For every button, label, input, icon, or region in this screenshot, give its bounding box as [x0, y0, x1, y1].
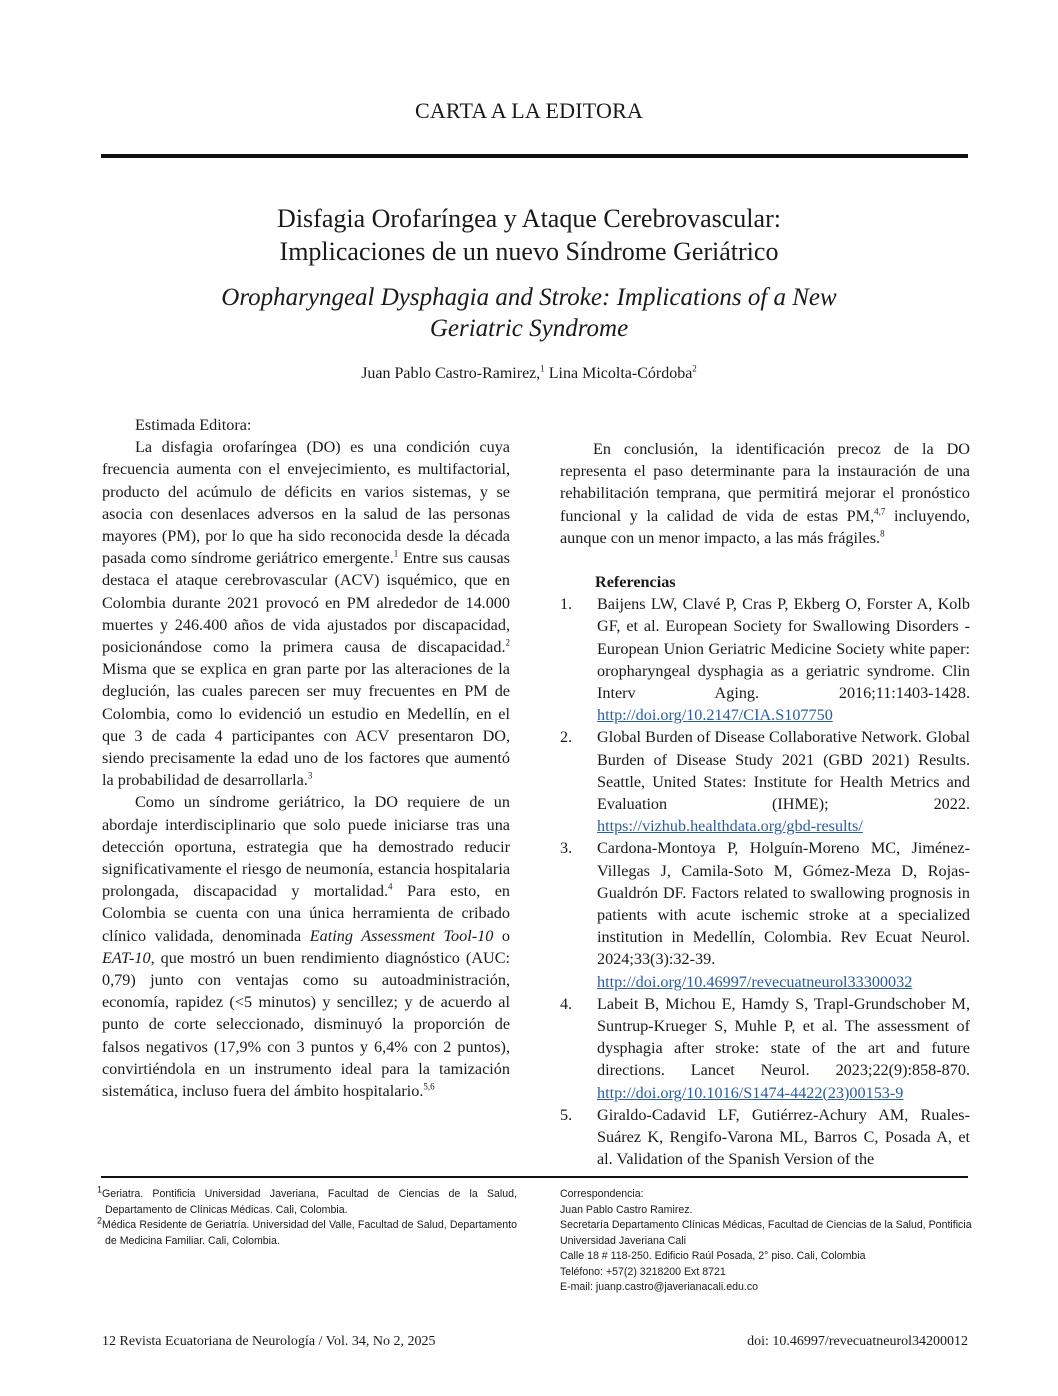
- reference-text: Giraldo-Cadavid LF, Gutiérrez-Achury AM, Ruales-Suárez K, Rengifo-Varona ML, Barros C, Posada A, et al. Validation of the Spanish Version of the: [597, 1105, 970, 1169]
- reference-url-link[interactable]: https://vizhub.healthdata.org/gbd-results/: [597, 817, 863, 836]
- body-column-right: [560, 438, 970, 1171]
- body-paragraph: Como un síndrome geriátrico, la DO requiere de un abordaje interdisciplinario que solo puede iniciarse tras una detección oportuna, estrategia que ha demostrado reducir significativamente el riesgo de neumonía, estancia hospitalaria prolongada, discapacidad y mortalidad.$^4$ Para esto, en Colombia se cuenta con una única herramienta de cribado clínico validada, denominada Eating Assessment Tool-10 o EAT-10, que mostró un buen rendimiento diagnóstico (AUC: 0,79) junto con ventajas como su autoadministración, economía, rapidez (<5 minutos) y sencillez; y de acuerdo al punto de corte seleccionado, disminuyó la proporción de falsos negativos (17,9% con 3 puntos y 6,4% con 2 puntos), convirtiéndola en un instrumento ideal para la tamización sistemática, incluso fuera del ámbito hospitalario.$^{5,6}$: [102, 793, 510, 1101]
- correspondence-address: Secretaría Departamento Clínicas Médicas, Facultad de Ciencias de la Salud, Pontificia Universidad Javeriana Cali: [560, 1219, 972, 1247]
- body-paragraph: La disfagia orofaríngea (DO) es una condición cuya frecuencia aumenta con el envejecimiento, es multifactorial, producto del acúmulo de déficits en varios sistemas, y se asocia con desenlaces adversos en la salud de las personas mayores (PM), por lo que ha sido reconocida desde la década pasada como síndrome geriátrico emergente.$^1$ Entre sus causas destaca el ataque cerebrovascular (ACV) isquémico, que en Colombia durante 2021 provocó en PM alrededor de 14.000 muertes y 246.400 años de vida ajustados por discapacidad, posicionándose como la primera causa de discapacidad.$^2$ Misma que se explica en gran parte por las alteraciones de la deglución, las cuales parecen ser muy frecuentes en PM de Colombia, como lo evidenció un estudio en Medellín, en el que 3 de cada 4 participantes con ACV presentaron DO, siendo precisamente la edad uno de los factores que aumentó la probabilidad de desarrollarla.$^3$: [102, 438, 510, 790]
- reference-number: 1.: [560, 595, 573, 614]
- citation-marker: 8: [880, 528, 885, 539]
- reference-text: Baijens LW, Clavé P, Cras P, Ekberg O, Forster A, Kolb GF, et al. European Society for Swallowing Disorders - European Union Geriatric Medicine Society white paper: oropharyngeal dysphagia as a geriatric syndrome. Clin Interv Aging. 2016;11:1403-1428.: [597, 595, 970, 703]
- title-es-line-2: Implicaciones de un nuevo Síndrome Geriátrico: [279, 237, 779, 266]
- tool-name-emphasis: Eating Assessment Tool-10: [309, 926, 494, 945]
- correspondence-block: [560, 1187, 972, 1296]
- title-en-line-2: Geriatric Syndrome: [429, 315, 629, 342]
- reference-doi-link[interactable]: http://doi.org/10.2147/CIA.S107750: [597, 706, 833, 725]
- correspondence-name: Juan Pablo Castro Ramirez.: [560, 1203, 693, 1216]
- title-en-line-1: Oropharyngeal Dysphagia and Stroke: Implications of a New: [221, 284, 837, 311]
- citation-marker: 3: [307, 770, 313, 781]
- reference-text: Labeit B, Michou E, Hamdy S, Trapl-Grundschober M, Suntrup-Krueger S, Muhle P, et al. The assessment of dysphagia after stroke: state of the art and future directions. Lancet Neurol. 2023;22(9):858-870.: [597, 994, 970, 1080]
- reference-text: Cardona-Montoya P, Holguín-Moreno MC, Jiménez-Villegas J, Camila-Soto M, Gómez-Meza D, Rojas-Gualdrón DF. Factors related to swallowing prognosis in patients with acute ischemic stroke at a specialized institution in Medellín, Colombia. Rev Ecuat Neurol. 2024;33(3):32-39.: [597, 839, 970, 969]
- reference-number: 2.: [560, 728, 573, 747]
- article-doi: doi: 10.46997/revecuatneurol34200012: [747, 1334, 968, 1349]
- reference-item: [560, 993, 970, 1104]
- citation-marker: 4: [388, 881, 393, 892]
- reference-item: [560, 593, 970, 726]
- author-affiliation-marker: 2: [692, 363, 697, 374]
- author-name: Juan Pablo Castro-Ramirez,: [361, 365, 541, 382]
- journal-citation: 12 Revista Ecuatoriana de Neurología / Vol. 34, No 2, 2025: [102, 1334, 436, 1349]
- reference-item: [560, 726, 970, 837]
- references-heading: Referencias: [595, 573, 676, 592]
- reference-item: [560, 837, 970, 992]
- affiliation-footnotes: [97, 1184, 517, 1249]
- correspondence-email: E-mail: juanp.castro@javerianacali.edu.co: [560, 1281, 759, 1293]
- citation-marker: 1: [393, 548, 399, 559]
- footnote-divider: [101, 1176, 968, 1178]
- reference-doi-link[interactable]: http://doi.org/10.46997/revecuatneurol33300032: [597, 972, 913, 991]
- article-title-en: [0, 282, 1058, 344]
- title-es-line-1: Disfagia Orofaríngea y Ataque Cerebrovascular:: [277, 204, 781, 233]
- citation-marker: 5,6: [423, 1081, 435, 1092]
- reference-number: 4.: [560, 994, 573, 1013]
- correspondence-label: Correspondencia:: [560, 1188, 644, 1200]
- salutation: Estimada Editora:: [135, 416, 252, 434]
- reference-number: 3.: [560, 839, 573, 858]
- citation-marker: 4,7: [874, 506, 886, 517]
- body-column-left: [102, 414, 510, 1102]
- reference-text: Global Burden of Disease Collaborative Network. Global Burden of Disease Study 2021 (GBD 2021) Results. Seattle, United States: Institute for Health Metrics and Evaluation (IHME); 2022.: [597, 728, 970, 814]
- article-title-es: [0, 202, 1058, 268]
- citation-marker: 2: [505, 637, 510, 648]
- correspondence-phone: Teléfono: +57(2) 3218200 Ext 8721: [560, 1265, 726, 1278]
- affiliation-footnote: $^2$Médica Residente de Geriatría. Universidad del Valle, Facultad de Salud, Departamento de Medicina Familiar. Cali, Colombia.: [97, 1215, 517, 1247]
- section-label: CARTA A LA EDITORA: [414, 98, 644, 123]
- body-paragraph: En conclusión, la identificación precoz de la DO representa el paso determinante para la instauración de una rehabilitación temprana, que permitirá mejorar el pronóstico funcional y la calidad de vida de estas PM,$^{4,7}$ incluyendo, aunque con un menor impacto, a las más frágiles.$^8$: [560, 440, 970, 547]
- reference-item: [560, 1104, 970, 1171]
- author-list: [0, 365, 1058, 383]
- author-affiliation-marker: 1: [540, 363, 545, 374]
- affiliation-footnote: $^1$Geriatra. Pontificia Universidad Javeriana, Facultad de Ciencias de la Salud, Departamento de Clínicas Médicas. Cali, Colombia.: [97, 1184, 517, 1216]
- author-name: Lina Micolta-Córdoba: [548, 365, 693, 382]
- reference-doi-link[interactable]: http://doi.org/10.1016/S1474-4422(23)00153-9: [597, 1083, 904, 1102]
- reference-number: 5.: [560, 1105, 573, 1124]
- tool-abbrev-emphasis: EAT-10: [102, 948, 151, 967]
- correspondence-street: Calle 18 # 118-250. Edificio Raúl Posada, 2° piso. Cali, Colombia: [560, 1250, 866, 1262]
- header-divider: [101, 154, 968, 158]
